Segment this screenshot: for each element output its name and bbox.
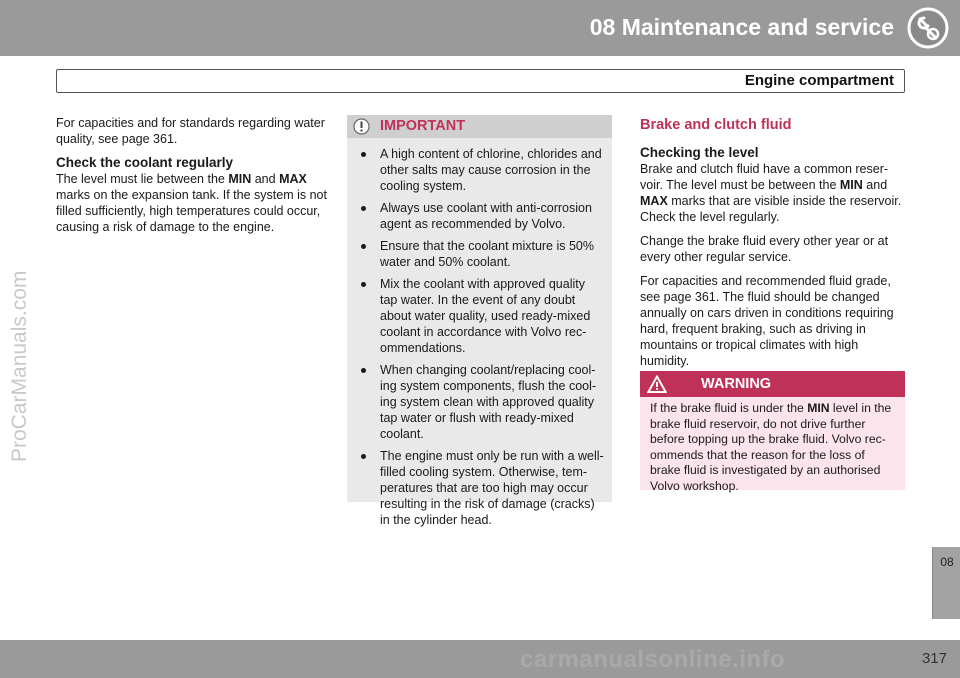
page-number: 317	[921, 650, 947, 667]
wrench-gear-icon	[906, 6, 950, 50]
watermark-left: ProCarManuals.com	[8, 270, 31, 462]
section-header	[56, 69, 905, 93]
checking-level-heading: Checking the level	[640, 145, 759, 160]
min-label: MIN	[228, 172, 252, 186]
chapter-title: 08 Maintenance and service	[589, 14, 894, 40]
warning-triangle-icon	[646, 374, 668, 394]
min-label: MIN	[839, 178, 863, 192]
warning-text-part: If the brake fluid is under the	[650, 401, 808, 415]
list-item: A high content of chlorine, chlorides and other salts may cause corrosion in the cooling system.	[355, 146, 604, 194]
coolant-level-text	[56, 171, 328, 235]
coolant-text-part: The level must lie between the	[56, 172, 229, 186]
brake-fluid-heading: Brake and clutch fluid	[640, 117, 792, 133]
important-box	[347, 115, 612, 527]
side-tab-label: 08	[940, 555, 954, 569]
important-title: IMPORTANT	[380, 118, 466, 134]
min-label: MIN	[807, 401, 830, 415]
max-label: MAX	[640, 194, 668, 208]
coolant-column	[56, 115, 328, 243]
warning-text	[640, 397, 905, 494]
header-bar	[0, 0, 960, 56]
brake-level-text	[640, 161, 908, 225]
brake-capacity-text: For capacities and recommended fluid grade, see page 361. The fluid should be changed annually on cars driven in conditions requiring hard, frequent braking, such as driving in mountains or tropical climates with high humidity.	[640, 274, 894, 368]
brake-text-part: marks that are visible inside the reservoir. Check the level regularly.	[640, 194, 902, 224]
list-item: The engine must only be run with a well-filled cooling system. Otherwise, tem-peratures that are too high may occur resulting in the risk of damage (cracks) in the cylinder head.	[355, 448, 604, 528]
chapter-side-tab	[932, 547, 960, 619]
warning-title: WARNING	[701, 376, 772, 392]
coolant-text-part: and	[251, 172, 280, 186]
exclamation-circle-icon	[353, 118, 370, 135]
list-item: When changing coolant/replacing cool-ing system components, flush the cool-ing system clean with approved quality tap water or flush with ready-mixed coolant.	[355, 362, 604, 442]
coolant-check-heading: Check the coolant regularly	[56, 155, 234, 170]
important-header	[347, 115, 612, 138]
warning-header	[640, 371, 905, 397]
brake-change-text: Change the brake fluid every other year or at every other regular service.	[640, 234, 889, 264]
brake-text-part: and	[862, 178, 888, 192]
capacities-intro: For capacities and for standards regarding water quality, see page 361.	[56, 116, 325, 146]
warning-box	[640, 371, 905, 493]
important-list	[347, 138, 612, 528]
brake-column	[640, 115, 908, 377]
coolant-text-part: marks on the expansion tank. If the system is not filled sufficiently, high temperatures could occur, causing a risk of damage to the engine.	[56, 188, 327, 234]
list-item: Ensure that the coolant mixture is 50% water and 50% coolant.	[355, 238, 604, 270]
watermark-bottom: carmanualsonline.info	[520, 646, 786, 673]
footer-bar	[0, 640, 960, 678]
warning-text-part: level in the brake fluid reservoir, do not drive further before topping up the brake fluid. Volvo rec-ommends that the reason for the loss of brake fluid is investigated by an authorised Volvo workshop.	[650, 401, 892, 493]
max-label: MAX	[279, 172, 307, 186]
brake-text-part: Brake and clutch fluid have a common reser-voir. The level must be between the	[640, 162, 889, 192]
list-item: Always use coolant with anti-corrosion agent as recommended by Volvo.	[355, 200, 604, 232]
section-title: Engine compartment	[744, 72, 894, 89]
list-item: Mix the coolant with approved quality tap water. In the event of any doubt about water quality, used ready-mixed coolant in accordance with Volvo rec-ommendations.	[355, 276, 604, 356]
